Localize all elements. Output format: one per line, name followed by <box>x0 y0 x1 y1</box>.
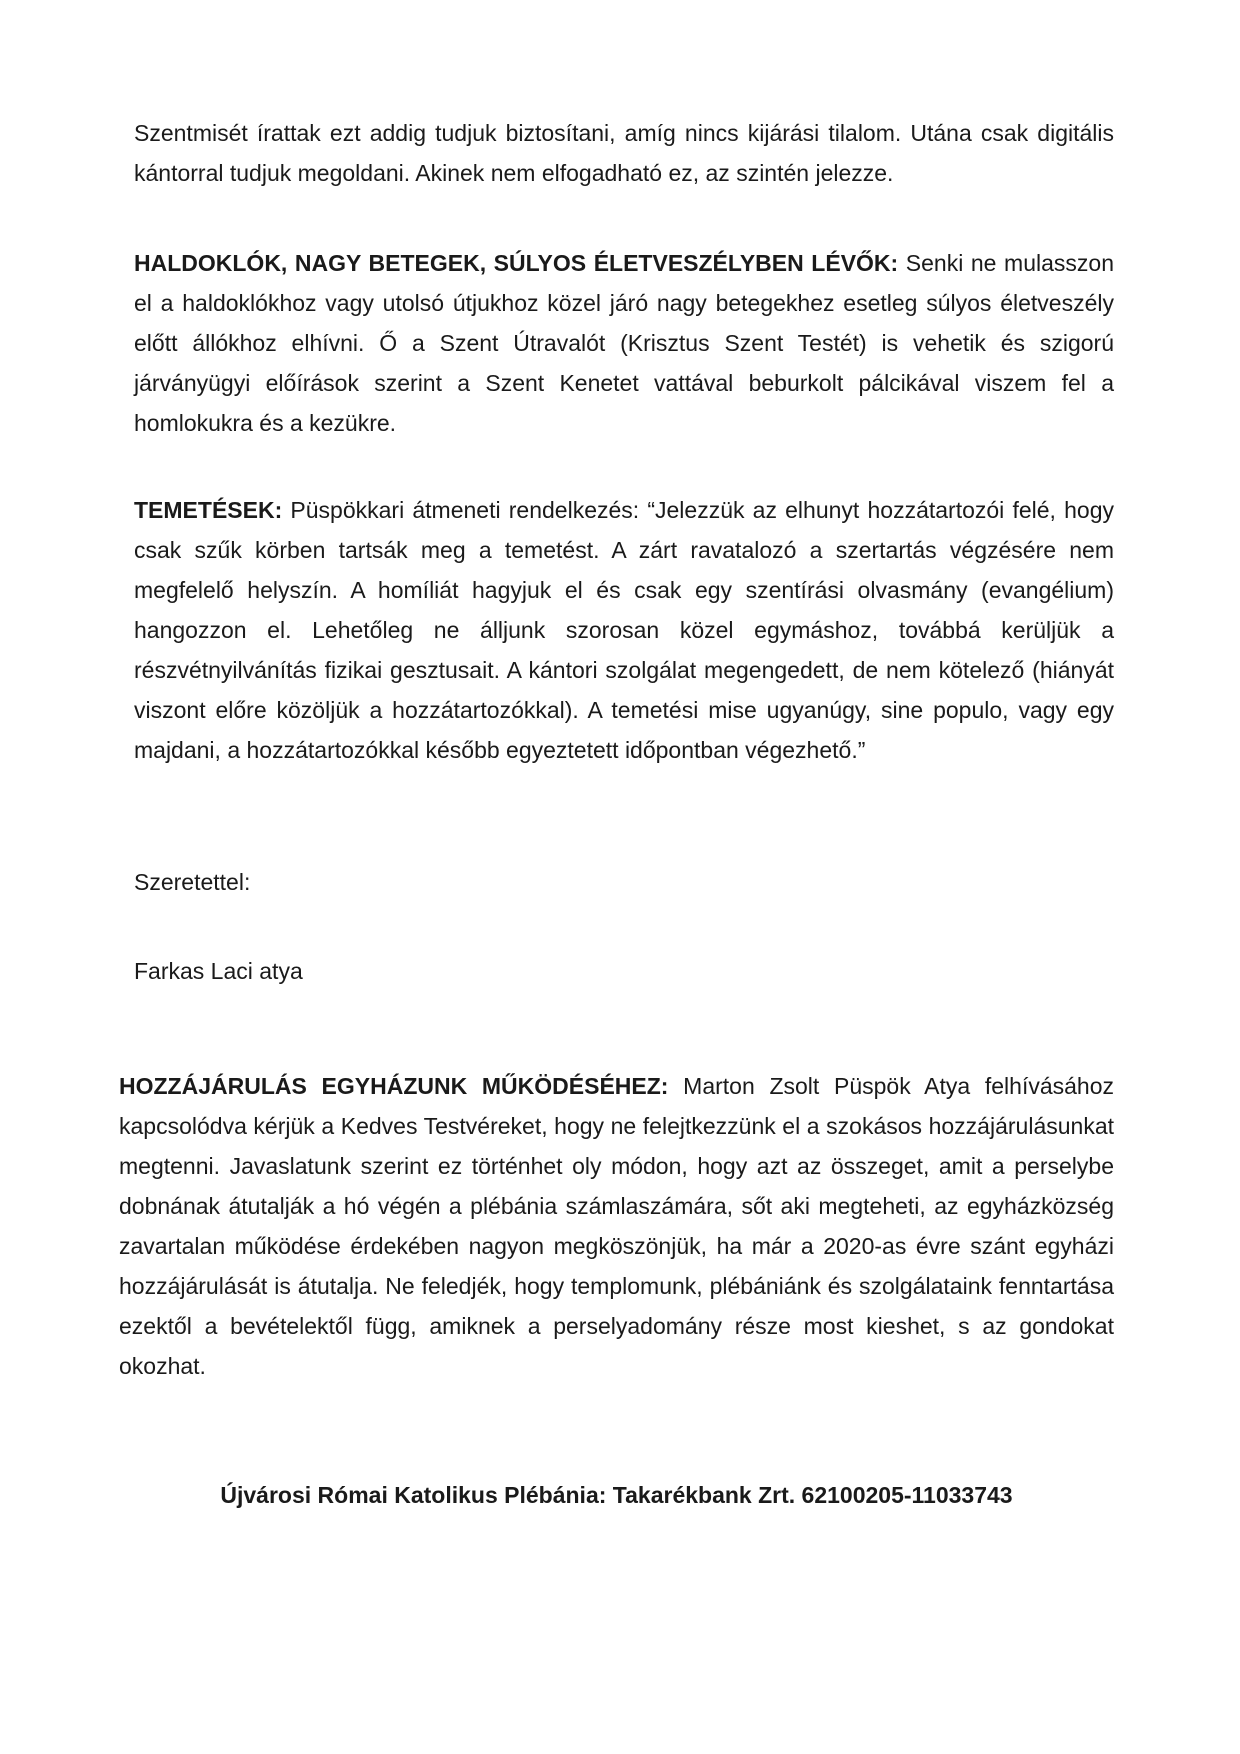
contribution-paragraph <box>119 1066 1114 1386</box>
dying-text: Senki ne mulasszon el a haldoklókhoz vagy utolsó útjukhoz közel járó nagy betegekhez esetleg súlyos életveszély előtt állókhoz elhívni. Ő a Szent Útravalót (Krisztus Szent Testét) is vehetik és szigorú járványügyi előírások szerint a Szent Kenetet vattával beburkolt pálcikával viszem fel a homlokukra és a kezükre. <box>134 250 1114 436</box>
intro-paragraph <box>134 113 1114 193</box>
contribution-text: Marton Zsolt Püspök Atya felhívásához kapcsolódva kérjük a Kedves Testvéreket, hogy ne felejtkezzünk el a szokásos hozzájárulásunkat megtenni. Javaslatunk szerint ez történhet oly módon, hogy azt az összeget, amit a perselybe dobnának átutalják a hó végén a plébánia számlaszámára, sőt aki megteheti, az egyházközség zavartalan működése érdekében nagyon megköszönjük, ha már a 2020-as évre szánt egyházi hozzájárulását is átutalja. Ne feledjék, hogy templomunk, plébániánk és szolgálataink fenntartása ezektől a bevételektől függ, amiknek a perselyadomány része most kieshet, s az gondokat okozhat. <box>119 1073 1115 1379</box>
contribution-heading: HOZZÁJÁRULÁS EGYHÁZUNK MŰKÖDÉSÉHEZ: <box>119 1073 669 1099</box>
funerals-heading: TEMETÉSEK: <box>134 497 283 523</box>
funerals-paragraph <box>134 490 1114 770</box>
closing-signature: Farkas Laci atya <box>134 958 303 984</box>
bank-account-line: Újvárosi Római Katolikus Plébánia: Takarékbank Zrt. 62100205-11033743 <box>220 1482 1013 1508</box>
dying-heading: HALDOKLÓK, NAGY BETEGEK, SÚLYOS ÉLETVESZÉLYBEN LÉVŐK: <box>134 250 899 276</box>
funerals-text: Püspökkari átmeneti rendelkezés: “Jelezzük az elhunyt hozzátartozói felé, hogy csak szűk körben tartsák meg a temetést. A zárt ravatalozó a szertartás végzésére nem megfelelő helyszín. A homíliát hagyjuk el és csak egy szentírási olvasmány (evangélium) hangozzon el. Lehetőleg ne álljunk szorosan közel egymáshoz, továbbá kerüljük a részvétnyilvánítás fizikai gesztusait. A kántori szolgálat megengedett, de nem kötelező (hiányát viszont előre közöljük a hozzátartozókkal). A temetési mise ugyanúgy, sine populo, vagy egy majdani, a hozzátartozókkal később egyeztetett időpontban végezhető.” <box>134 497 1114 763</box>
intro-text: Szentmisét írattak ezt addig tudjuk biztosítani, amíg nincs kijárási tilalom. Utána csak digitális kántorral tudjuk megoldani. Akinek nem elfogadható ez, az szintén jelezze. <box>134 120 1114 186</box>
closing-greeting: Szeretettel: <box>134 869 251 895</box>
dying-paragraph <box>134 243 1114 443</box>
